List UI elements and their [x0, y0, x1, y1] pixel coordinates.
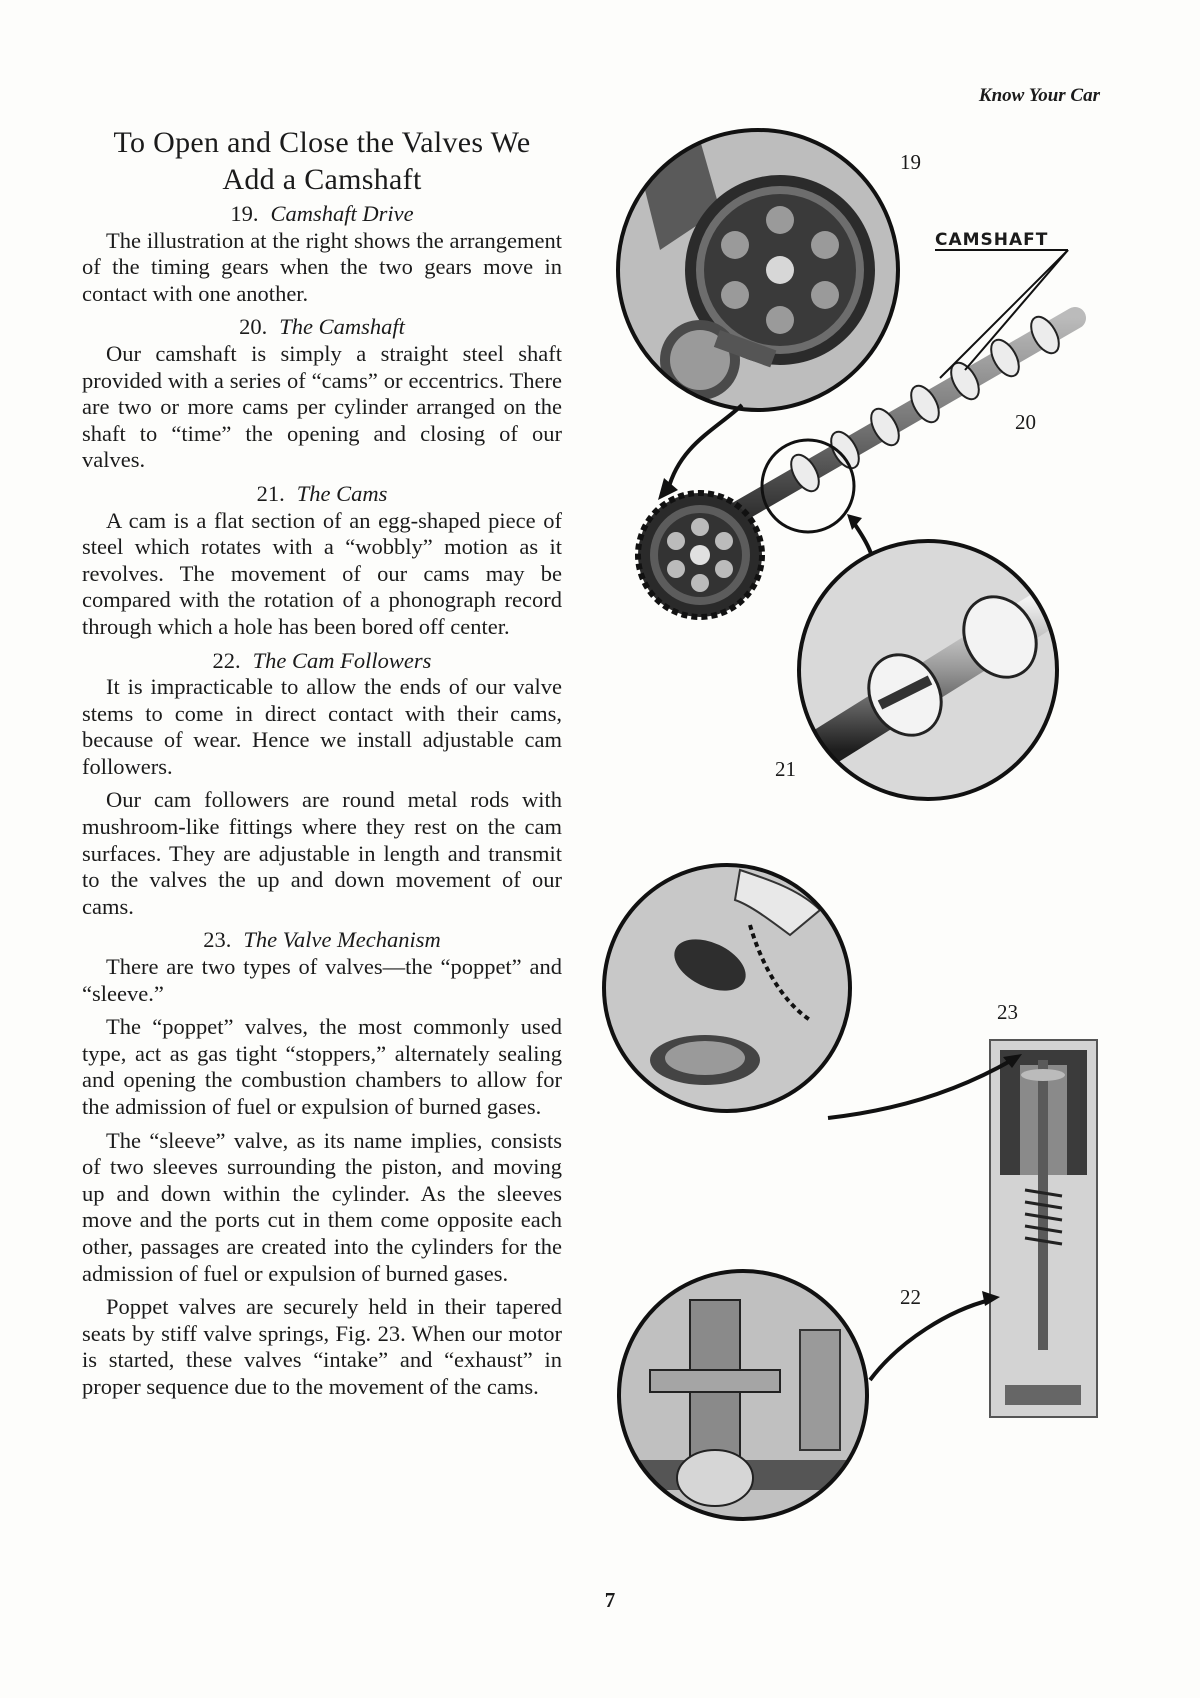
figure-label-19: 19 [900, 150, 921, 174]
section-number: 22. [212, 647, 241, 673]
section-title: Camshaft Drive [270, 201, 414, 226]
cam-closeup [790, 540, 1070, 800]
arrow-23 [828, 1060, 1012, 1118]
section-number: 23. [203, 927, 232, 953]
paragraph: A cam is a flat section of an egg-shaped piece of steel which rotates with a “wobbly” motion as it revolves. The movement of our cams may be compared with the rotation of a phonograph record through which a hole has been bored off center. [82, 507, 562, 639]
section-number: 21. [256, 480, 285, 506]
running-head: Know Your Car [978, 85, 1100, 106]
paragraph: Our cam followers are round metal rods with mushroom-like fittings where they rest on the cam surfaces. They are adjustable in length and transmit to the valves the up and down movement of our cams. [82, 787, 562, 919]
figure-label-23: 23 [997, 1000, 1018, 1024]
paragraph: The “sleeve” valve, as its name implies, consists of two sleeves surrounding the piston, and moving up and down within the cylinder. As the sleeves move and the ports cut in them come opposite each other, passages are created into the cylinders for the admission of fuel or expulsion of burned gases. [82, 1127, 562, 1286]
title-line-2: Add a Camshaft [222, 163, 422, 196]
section-title: The Cams [296, 480, 388, 506]
arrow-22 [870, 1300, 990, 1380]
figure-label-22: 22 [900, 1285, 921, 1309]
section-title: The Cam Followers [252, 647, 432, 673]
paragraph: There are two types of valves—the “poppet” and “sleeve.” [82, 954, 562, 1006]
page-number: 7 [604, 1588, 616, 1612]
paragraph: The “poppet” valves, the most commonly used type, act as gas tight “stoppers,” alternately sealing and opening the combustion chambers to allow for the admission of fuel or expulsion of burned gases. [82, 1014, 562, 1119]
figure-label-20: 20 [1015, 410, 1036, 434]
paragraph: The illustration at the right shows the arrangement of the timing gears when the two gears move in contact with one another. [82, 227, 562, 306]
valve-seat-illustration [600, 860, 860, 1120]
paragraph: It is impracticable to allow the ends of our valve stems to come in direct contact with their cams, because of wear. Hence we install adjustable cam followers. [82, 674, 562, 779]
section-number: 19. [230, 201, 259, 226]
cam-follower-closeup [610, 1270, 880, 1530]
title-line-1: To Open and Close the Valves We [113, 126, 531, 159]
section-number: 20. [239, 314, 268, 340]
timing-gear-detail [600, 120, 920, 420]
camshaft-callout-label: CAMSHAFT [935, 230, 1049, 250]
section-title: The Camshaft [279, 314, 405, 340]
valve-mechanism-cutaway [990, 1040, 1097, 1417]
arrowhead-21 [847, 514, 862, 530]
section-title: The Valve Mechanism [243, 927, 441, 953]
figure-label-21: 21 [775, 757, 796, 781]
paragraph: Poppet valves are securely held in their tapered seats by stiff valve springs, Fig. 23. When our motor is started, these valves “intake” and “exhaust” in proper sequence due to the movement of the cams. [82, 1294, 562, 1399]
arrowhead-19 [658, 478, 678, 500]
arrow-19 [668, 405, 742, 490]
paragraph: Our camshaft is simply a straight steel shaft provided with a series of “cams” or eccentrics. There are two or more cams per cylinder arranged on the shaft to “time” the opening and closing of our valves. [82, 340, 562, 473]
